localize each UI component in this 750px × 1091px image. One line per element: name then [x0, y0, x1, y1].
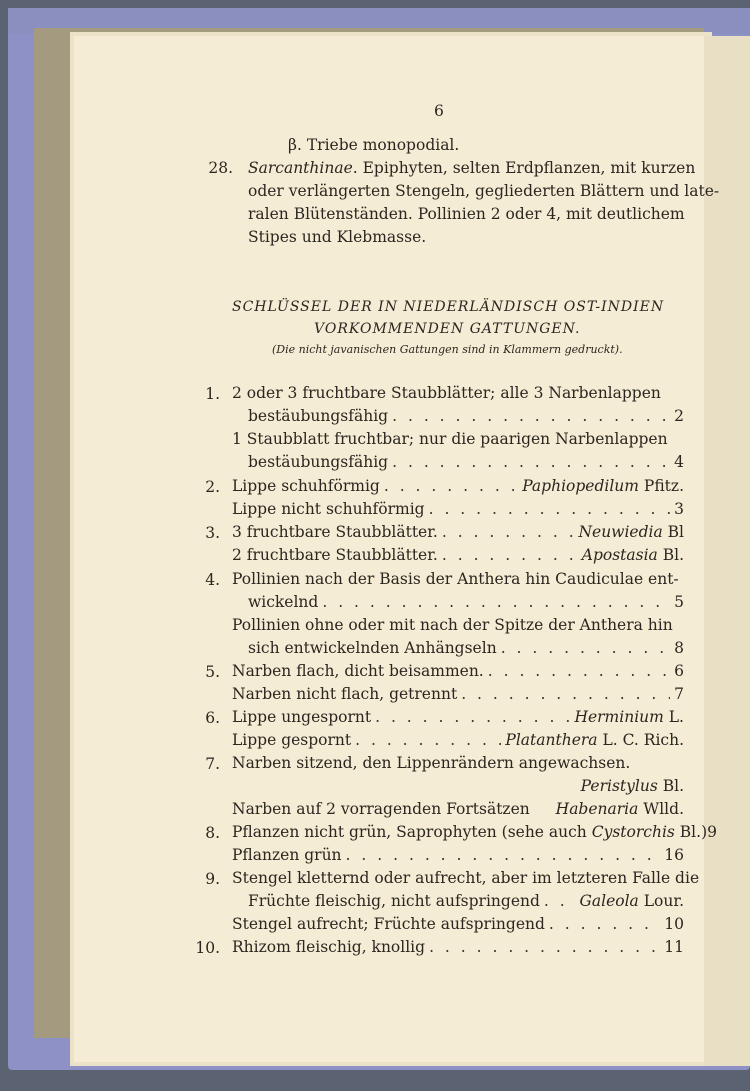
key-text: Pollinien ohne oder mit nach der Spitze der Anthera hin — [232, 616, 673, 634]
key-text: sich entwickelnden Anhängseln — [248, 639, 497, 657]
key-row-6b — [232, 731, 684, 751]
key-number: 7. — [205, 755, 220, 773]
entry-number: 28. — [208, 159, 233, 177]
key-result: 5 — [674, 593, 684, 611]
key-result: 3 — [674, 500, 684, 518]
leader-dots — [384, 477, 518, 495]
leader-dots — [322, 593, 670, 611]
leader-dots — [549, 915, 660, 933]
entry-name: Sarcanthinae. — [248, 159, 358, 177]
key-row-10a — [232, 938, 684, 958]
key-text: Narben flach, dicht beisammen. — [232, 662, 484, 680]
key-result: 4 — [674, 453, 684, 471]
key-text: 3 fruchtbare Staubblätter. — [232, 523, 438, 541]
leader-dots — [461, 685, 670, 703]
key-row-4b-cont — [248, 639, 684, 659]
key-result: 16 — [664, 846, 684, 864]
leader-dots — [544, 892, 576, 910]
genus-author: Bl.) — [679, 823, 708, 841]
key-result: 11 — [664, 938, 684, 956]
key-text: wickelnd — [248, 593, 319, 611]
key-row-2a — [232, 477, 684, 497]
key-row-2b — [232, 500, 684, 520]
key-row-9a-cont — [248, 892, 684, 912]
genus-name: Galeola — [579, 892, 639, 910]
page-number: 6 — [434, 102, 444, 120]
genus-name: Apostasia — [581, 546, 658, 564]
key-row-7a-cont — [248, 777, 684, 797]
key-row-4b — [232, 616, 684, 636]
entry-first-line — [248, 158, 695, 178]
key-row-3a — [232, 523, 684, 543]
key-row-9b — [232, 915, 684, 935]
key-row-9a — [232, 869, 700, 889]
genus-author: Bl. — [662, 777, 684, 795]
key-result: 6 — [674, 662, 684, 680]
key-row-8a — [232, 823, 717, 843]
key-number: 2. — [205, 478, 220, 496]
key-result: 2 — [674, 407, 684, 425]
key-row-7a — [232, 754, 684, 774]
genus-name: Herminium — [574, 708, 664, 726]
genus-author: L. C. Rich. — [602, 731, 684, 749]
genus-name: Paphiopedilum — [522, 477, 639, 495]
key-row-4a — [232, 570, 684, 590]
key-text: bestäubungsfähig — [248, 453, 389, 471]
key-row-6a — [232, 708, 684, 728]
key-text: Lippe schuhförmig — [232, 477, 380, 495]
key-row-8b — [232, 846, 684, 866]
key-row-5a — [232, 662, 684, 682]
genus-author: Bl — [667, 523, 684, 541]
key-heading-line1: SCHLÜSSEL DER IN NIEDERLÄNDISCH OST-INDIEN — [232, 299, 665, 315]
leader-dots — [375, 708, 570, 726]
leader-dots — [429, 500, 671, 518]
genus-name: Platanthera — [505, 731, 598, 749]
leader-dots — [392, 407, 670, 425]
key-number: 9. — [205, 870, 220, 888]
key-row-3b — [232, 546, 684, 566]
key-result: 9 — [707, 823, 717, 841]
key-text: Stengel aufrecht; Früchte aufspringend — [232, 915, 545, 933]
key-result: 8 — [674, 639, 684, 657]
key-text: Lippe ungespornt — [232, 708, 372, 726]
genus-name: Neuwiedia — [578, 523, 663, 541]
key-text: Pflanzen grün — [232, 846, 342, 864]
key-text: Pollinien nach der Basis der Anthera hin Caudiculae ent- — [232, 570, 679, 588]
leader-dots — [346, 846, 661, 864]
key-text: Stengel kletternd oder aufrecht, aber im letzteren Falle die — [232, 869, 700, 887]
key-number: 5. — [205, 663, 220, 681]
key-row-5b — [232, 685, 684, 705]
key-heading-line2: VORKOMMENDEN GATTUNGEN. — [314, 321, 581, 337]
genus-author: Lour. — [643, 892, 684, 910]
key-result: 10 — [664, 915, 684, 933]
entry-text: Epiphyten, selten Erdpflanzen, mit kurzen — [362, 159, 696, 177]
key-row-1b — [232, 430, 684, 450]
leader-dots — [442, 546, 578, 564]
key-number: 1. — [205, 385, 220, 403]
key-text: Lippe nicht schuhförmig — [232, 500, 425, 518]
key-text: 2 oder 3 fruchtbare Staubblätter; alle 3 Narbenlappen — [232, 384, 661, 402]
key-text: 1 Staubblatt fruchtbar; nur die paarigen Narbenlappen — [232, 430, 668, 448]
entry-line: oder verlängerten Stengeln, gegliederten Blättern und late- — [248, 182, 720, 200]
key-number: 8. — [205, 824, 220, 842]
genus-name: Peristylus — [580, 777, 658, 795]
leader-dots — [501, 639, 670, 657]
genus-author: Wlld. — [643, 800, 684, 818]
key-row-7b — [232, 800, 684, 820]
beta-line: β. Triebe monopodial. — [288, 136, 460, 154]
leader-dots — [392, 453, 670, 471]
key-row-1a-cont — [248, 407, 684, 427]
key-heading-note: (Die nicht javanischen Gattungen sind in Klammern gedruckt). — [272, 343, 623, 356]
key-row-1a — [232, 384, 684, 404]
key-text: Narben auf 2 vorragenden Fortsätzen — [232, 800, 530, 818]
genus-author: Pfitz. — [643, 477, 684, 495]
key-text: Lippe gespornt — [232, 731, 352, 749]
key-text: Narben sitzend, den Lippenrändern angewachsen. — [232, 754, 631, 772]
leader-dots — [488, 662, 670, 680]
key-text: bestäubungsfähig — [248, 407, 389, 425]
key-row-4a-cont — [248, 593, 684, 613]
key-number: 6. — [205, 709, 220, 727]
key-number: 4. — [205, 571, 220, 589]
genus-author: L. — [668, 708, 684, 726]
key-result: 7 — [674, 685, 684, 703]
key-text: Rhizom fleischig, knollig — [232, 938, 426, 956]
entry-line: ralen Blütenständen. Pollinien 2 oder 4, mit deutlichem — [248, 205, 685, 223]
leader-dots — [442, 523, 575, 541]
key-text: Narben nicht flach, getrennt — [232, 685, 458, 703]
genus-name: Habenaria — [555, 800, 639, 818]
key-number: 10. — [195, 939, 220, 957]
leader-dots — [355, 731, 501, 749]
key-text: Pflanzen nicht grün, Saprophyten (sehe auch — [232, 823, 587, 841]
key-number: 3. — [205, 524, 220, 542]
leader-dots — [429, 938, 660, 956]
genus-author: Bl. — [662, 546, 684, 564]
entry-line: Stipes und Klebmasse. — [248, 228, 427, 246]
key-text: 2 fruchtbare Staubblätter. — [232, 546, 438, 564]
genus-name: Cystorchis — [591, 823, 675, 841]
key-text: Früchte fleischig, nicht aufspringend — [248, 892, 540, 910]
key-row-1b-cont — [248, 453, 684, 473]
